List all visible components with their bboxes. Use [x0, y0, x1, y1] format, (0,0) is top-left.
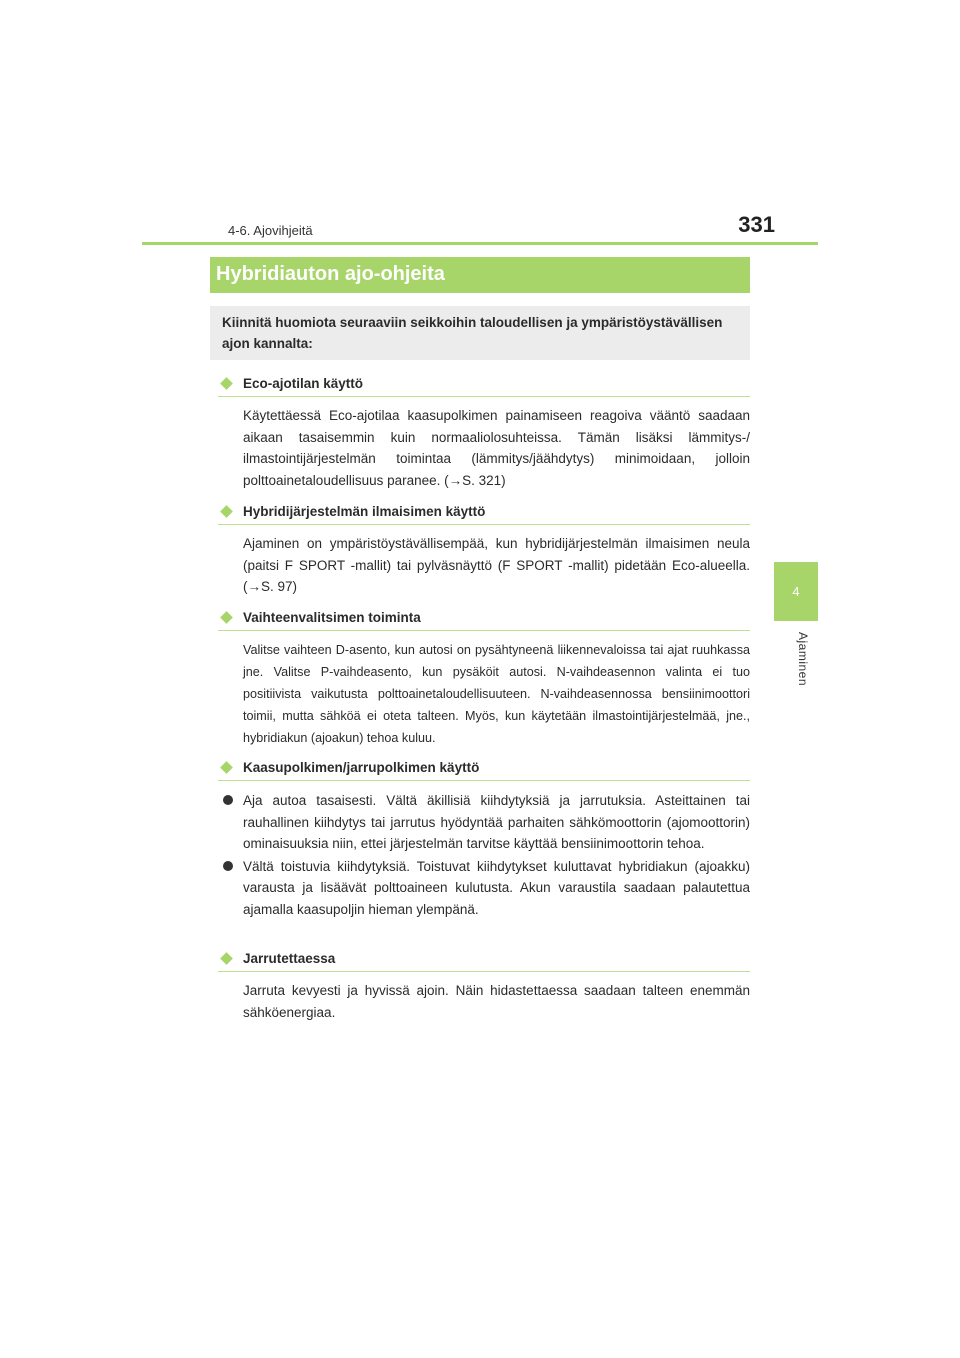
section-pedal-usage	[218, 757, 750, 920]
section-body: Valitse vaihteen D-asento, kun autosi on pysähtyneenä liikennevaloissa tai ajat ruuhkassa jne. Valitse P-vaihdeasento, kun pysäköit autosi. N-vaihdeasennon valinta ei tuo positiivista vaikutusta polttoainetaloudellisuuteen. N-vaihdeasennossa bensiinimoottori toimii, mutta sähköä ei oteta talteen. Myös, kun käytetään ilmastointijärjestelmää, jne., hybridiakun (ajoakun) tehoa kuluu.	[243, 643, 750, 745]
chapter-tab[interactable]	[774, 562, 818, 621]
section-braking	[218, 948, 750, 1023]
diamond-bullet-icon	[220, 377, 233, 390]
intro-text: Kiinnitä huomiota seuraaviin seikkoihin taloudellisen ja ympäristöystävällisen ajon kannalta:	[222, 315, 723, 351]
section-divider	[218, 630, 750, 631]
bullet-dot-icon	[223, 861, 233, 871]
list-item	[218, 856, 750, 921]
chapter-tab-label: Ajaminen	[796, 632, 810, 687]
section-eco-mode	[218, 373, 750, 491]
section-heading	[218, 501, 750, 521]
list-item-text: Aja autoa tasaisesti. Vältä äkillisiä kiihdytyksiä ja jarrutuksia. Asteittainen tai rauhallinen kiihdytys tai jarrutus hyödyntää parhaiten sähkömoottorin (ajomoottorin) ominaisuuksia niin, ettei järjestelmän tarvitse käyttää bensiinimoottorin tehoa.	[243, 793, 750, 851]
section-divider	[218, 396, 750, 397]
header-divider	[142, 242, 818, 245]
section-heading-text: Hybridijärjestelmän ilmaisimen käyttö	[243, 503, 486, 519]
section-heading-text: Jarrutettaessa	[243, 950, 336, 966]
bullet-dot-icon	[223, 795, 233, 805]
section-heading	[218, 607, 750, 627]
section-heading	[218, 757, 750, 777]
section-shift-lever	[218, 607, 750, 749]
section-body: Ajaminen on ympäristöystävällisempää, kun hybridijärjestelmän ilmaisimen neula (paitsi F SPORT -mallit) tai pylväsnäyttö (F SPORT -mallit) pidetään Eco-alueella. (→S. 97)	[243, 536, 750, 594]
header-section-label: 4-6. Ajovihjeitä	[228, 223, 313, 238]
section-heading-text: Eco-ajotilan käyttö	[243, 375, 364, 391]
chapter-tab-number: 4	[792, 584, 800, 599]
section-divider	[218, 524, 750, 525]
section-heading	[218, 373, 750, 393]
section-body: Käytettäessä Eco-ajotilaa kaasupolkimen painamiseen reagoiva vääntö saadaan aikaan tasaisemmin kuin normaaliolosuhteissa. Tämän lisäksi lämmitys-/ ilmastointijärjestelmän toimintaa (lämmitys/jäähdytys) minimoidaan, jolloin polttoainetaloudellisuus paranee. (→S. 321)	[243, 408, 750, 488]
section-divider	[218, 971, 750, 972]
diamond-bullet-icon	[220, 505, 233, 518]
section-hybrid-indicator	[218, 501, 750, 598]
diamond-bullet-icon	[220, 611, 233, 624]
page-title: Hybridiauton ajo-ohjeita	[210, 257, 750, 293]
section-body: Jarruta kevyesti ja hyvissä ajoin. Näin hidastettaessa saadaan talteen enemmän sähköenergiaa.	[243, 983, 750, 1020]
page-number: 331	[738, 212, 775, 237]
diamond-bullet-icon	[220, 952, 233, 965]
section-heading-text: Kaasupolkimen/jarrupolkimen käyttö	[243, 759, 480, 775]
list-item	[218, 790, 750, 855]
section-heading	[218, 948, 750, 968]
list-item-text: Vältä toistuvia kiihdytyksiä. Toistuvat kiihdytykset kuluttavat hybridiakun (ajoakku) varausta ja lisäävät polttoaineen kulutusta. Akun varaustila saadaan palautettua ajamalla kaasupoljin hieman ylempänä.	[243, 858, 750, 917]
diamond-bullet-icon	[220, 761, 233, 774]
section-divider	[218, 780, 750, 781]
section-heading-text: Vaihteenvalitsimen toiminta	[243, 609, 421, 625]
intro-box	[210, 306, 750, 360]
